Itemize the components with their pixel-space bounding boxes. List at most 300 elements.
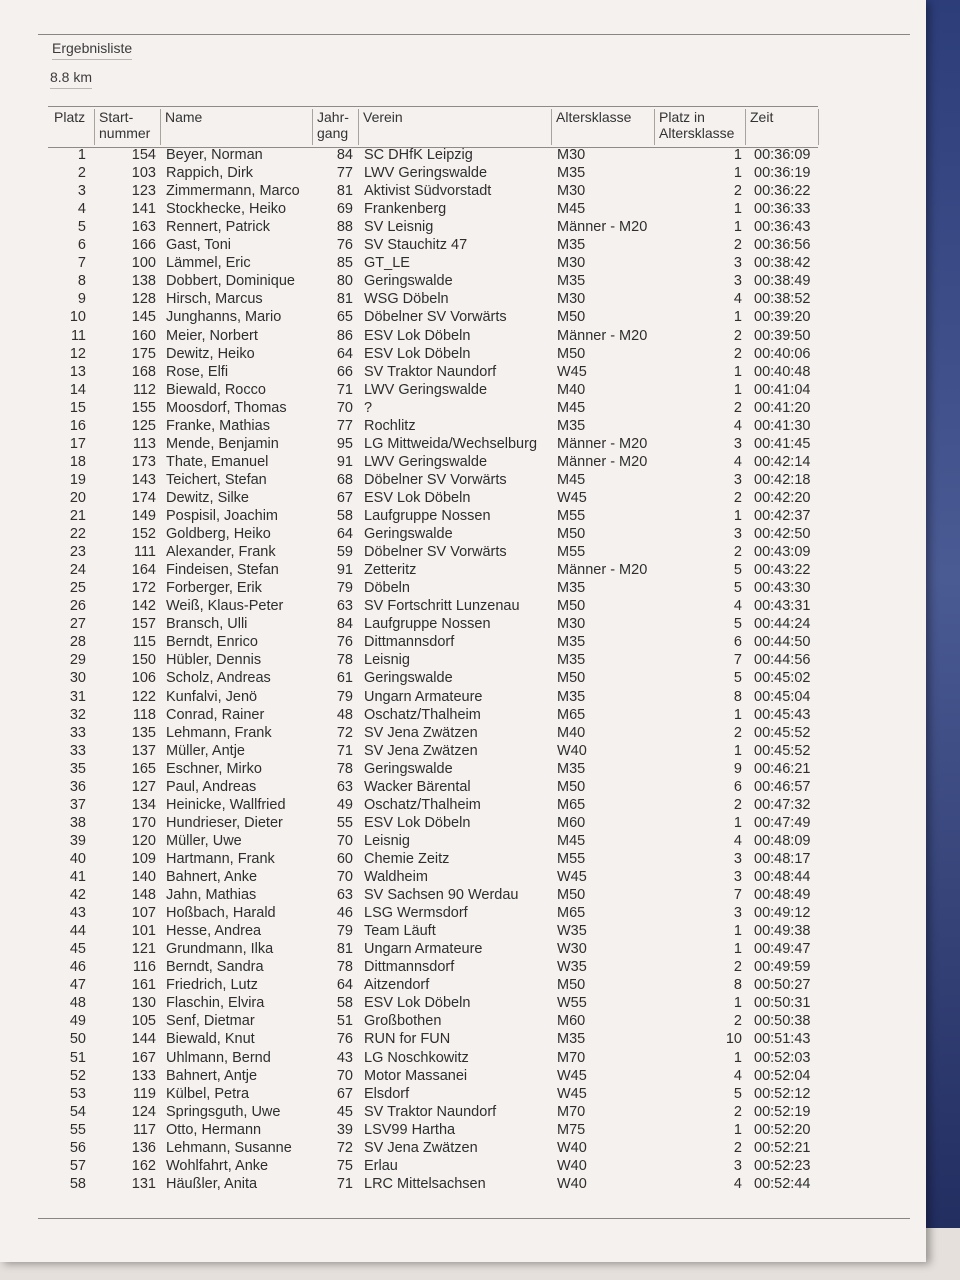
cell-jahrgang: 43 [336,1049,353,1066]
cell-platz-altersklasse: 1 [733,742,742,759]
table-row [0,489,900,507]
table-row [0,1175,900,1193]
cell-startnummer: 130 [131,995,156,1012]
table-row [0,453,900,471]
cell-zeit: 00:41:30 [754,417,811,434]
cell-platz-altersklasse: 8 [733,688,742,705]
cell-platz: 5 [77,219,86,236]
cell-platz-altersklasse: 9 [733,760,742,777]
cell-platz: 10 [69,309,86,326]
cell-platz-altersklasse: 4 [733,1067,742,1084]
cell-jahrgang: 71 [336,1175,353,1192]
cell-altersklasse: M75 [557,1121,586,1138]
cell-name: Hundrieser, Dieter [166,814,283,831]
cell-name: Bahnert, Antje [166,1067,258,1084]
table-row [0,146,900,164]
cell-name: Otto, Hermann [166,1121,262,1138]
cell-name: Franke, Mathias [166,417,270,434]
cell-platz: 33 [69,724,86,741]
cell-jahrgang: 70 [336,1067,353,1084]
cell-jahrgang: 85 [336,255,353,272]
table-row [0,561,900,579]
cell-verein: Aktivist Südvorstadt [364,183,492,200]
cell-verein: Zetteritz [364,562,417,579]
cell-platz: 6 [77,237,86,254]
cell-altersklasse: M30 [557,255,586,272]
cell-startnummer: 123 [131,183,156,200]
col-platz: Platz [54,109,86,125]
cell-startnummer: 161 [131,977,156,994]
col-verein: Verein [358,109,403,145]
cell-platz: 11 [70,327,86,344]
cell-verein: ESV Lok Döbeln [364,814,471,831]
cell-verein: LWV Geringswalde [364,165,488,182]
cell-altersklasse: M65 [557,796,586,813]
cell-name: Biewald, Rocco [166,381,266,398]
cell-startnummer: 162 [131,1157,156,1174]
cell-name: Grundmann, Ilka [166,941,274,958]
cell-startnummer: 135 [131,724,156,741]
cell-platz-altersklasse: 1 [733,1049,742,1066]
cell-verein: Elsdorf [364,1085,410,1102]
cell-platz-altersklasse: 1 [733,165,742,182]
cell-zeit: 00:52:20 [754,1121,811,1138]
cell-altersklasse: M35 [557,237,586,254]
cell-jahrgang: 63 [336,778,353,795]
cell-platz: 24 [69,562,86,579]
cell-verein: SV Traktor Naundorf [364,1103,497,1120]
cell-jahrgang: 58 [336,508,353,524]
cell-jahrgang: 71 [336,742,353,759]
cell-startnummer: 109 [131,850,156,867]
cell-altersklasse: M35 [557,652,586,669]
cell-altersklasse: M45 [557,832,586,849]
table-row [0,868,900,886]
cell-startnummer: 127 [131,778,156,795]
cell-name: Müller, Antje [166,742,245,759]
cell-zeit: 00:48:09 [754,832,811,849]
cell-startnummer: 167 [131,1049,156,1066]
cell-startnummer: 152 [131,526,156,543]
cell-altersklasse: W45 [557,489,587,506]
cell-name: Gast, Toni [166,237,232,254]
cell-startnummer: 150 [131,652,156,669]
page-title: Ergebnisliste [52,40,132,60]
cell-altersklasse: M50 [557,598,586,615]
cell-startnummer: 145 [131,309,156,326]
cell-zeit: 00:38:52 [754,291,811,308]
table-row [0,850,900,868]
cell-name: Hübler, Dennis [166,652,262,669]
table-row [0,814,900,832]
cell-altersklasse: M60 [557,814,586,831]
cell-jahrgang: 78 [336,760,353,777]
cell-startnummer: 122 [131,688,156,705]
cell-altersklasse: W45 [557,1085,587,1102]
cell-jahrgang: 66 [336,363,353,380]
table-row [0,1121,900,1139]
cell-jahrgang: 72 [336,724,353,741]
cell-platz: 40 [69,850,86,867]
cell-verein: Döbelner SV Vorwärts [364,309,507,326]
cell-jahrgang: 76 [336,1031,353,1048]
cell-jahrgang: 84 [336,147,353,163]
cell-altersklasse: M35 [557,1031,586,1048]
cell-platz: 20 [69,489,86,506]
cell-verein: Oschatz/Thalheim [364,796,481,813]
cell-jahrgang: 70 [336,869,353,885]
cell-name: Conrad, Rainer [166,706,265,723]
cell-altersklasse: Männer - M20 [557,435,648,452]
cell-zeit: 00:36:19 [754,165,811,182]
cell-verein: Geringswalde [364,273,453,290]
table-row [0,1030,900,1048]
cell-name: Springsguth, Uwe [166,1103,281,1120]
cell-platz: 46 [69,959,86,976]
cell-zeit: 00:52:12 [754,1085,811,1102]
table-row [0,597,900,615]
cell-jahrgang: 77 [336,165,353,182]
cell-name: Jahn, Mathias [166,887,257,904]
cell-name: Stockhecke, Heiko [166,201,287,218]
cell-verein: Waldheim [364,869,428,885]
cell-name: Lehmann, Frank [166,724,272,741]
cell-platz-altersklasse: 2 [733,489,742,506]
cell-platz: 33 [69,742,86,759]
cell-platz-altersklasse: 2 [733,183,742,200]
cell-verein: SV Sachsen 90 Werdau [364,887,519,904]
cell-jahrgang: 76 [336,237,353,254]
cell-platz: 56 [69,1139,86,1156]
cell-platz-altersklasse: 7 [733,887,742,904]
cell-name: Hartmann, Frank [166,850,275,867]
cell-zeit: 00:38:42 [754,255,811,272]
table-row [0,471,900,489]
cell-verein: Team Läuft [364,923,436,940]
cell-name: Rennert, Patrick [166,219,270,236]
cell-platz: 57 [69,1157,86,1174]
cell-jahrgang: 67 [336,489,353,506]
cell-verein: Geringswalde [364,526,453,543]
cell-startnummer: 133 [131,1067,156,1084]
cell-startnummer: 106 [131,670,156,687]
cell-altersklasse: M50 [557,345,586,362]
cell-platz-altersklasse: 1 [733,814,742,831]
cell-platz: 22 [69,526,86,543]
table-row [0,272,900,290]
col-jahrgang: Jahr- gang [312,109,349,145]
cell-name: Biewald, Knut [166,1031,255,1048]
cell-name: Friedrich, Lutz [166,977,258,994]
cell-name: Senf, Dietmar [166,1013,255,1030]
table-row [0,327,900,345]
cell-verein: Erlau [364,1157,398,1174]
table-row [0,236,900,254]
cell-zeit: 00:45:52 [754,724,811,741]
cell-verein: Aitzendorf [364,977,430,994]
table-row [0,290,900,308]
table-row [0,904,900,922]
cell-altersklasse: M35 [557,760,586,777]
cell-name: Goldberg, Heiko [166,526,271,543]
cell-jahrgang: 86 [336,327,353,344]
cell-altersklasse: M50 [557,887,586,904]
cell-jahrgang: 77 [336,417,353,434]
cell-altersklasse: M55 [557,544,586,561]
cell-platz-altersklasse: 2 [733,399,742,416]
cell-zeit: 00:45:04 [754,688,811,705]
cell-zeit: 00:41:45 [754,435,811,452]
cell-zeit: 00:44:50 [754,634,811,651]
cell-platz: 28 [69,634,86,651]
cell-jahrgang: 70 [336,399,353,416]
cell-name: Teichert, Stefan [166,471,267,488]
cell-verein: ESV Lok Döbeln [364,489,471,506]
cell-platz-altersklasse: 4 [733,291,742,308]
cell-platz: 9 [77,291,86,308]
cell-jahrgang: 91 [336,562,353,579]
cell-startnummer: 103 [131,165,156,182]
cell-verein: LRC Mittelsachsen [364,1175,486,1192]
cell-platz: 35 [69,760,86,777]
cell-platz: 8 [77,273,86,290]
cell-jahrgang: 88 [336,219,353,236]
cell-verein: Rochlitz [364,417,416,434]
cell-platz-altersklasse: 1 [733,508,742,524]
cell-altersklasse: M55 [557,850,586,867]
cell-platz-altersklasse: 1 [733,381,742,398]
cell-startnummer: 113 [132,435,156,452]
cell-altersklasse: M35 [557,688,586,705]
cell-altersklasse: Männer - M20 [557,327,648,344]
cell-startnummer: 165 [131,760,156,777]
cell-verein: LWV Geringswalde [364,381,488,398]
cell-platz: 45 [69,941,86,958]
cell-platz-altersklasse: 3 [733,273,742,290]
cell-platz: 41 [69,869,86,885]
cell-platz-altersklasse: 7 [733,652,742,669]
cell-startnummer: 124 [131,1103,156,1120]
cell-verein: Frankenberg [364,201,447,218]
cell-startnummer: 138 [131,273,156,290]
cell-platz: 44 [69,923,86,940]
cell-zeit: 00:43:30 [754,580,811,597]
cell-zeit: 00:44:24 [754,616,811,633]
cell-startnummer: 175 [131,345,156,362]
cell-zeit: 00:43:22 [754,562,811,579]
cell-platz-altersklasse: 1 [733,995,742,1012]
cell-platz-altersklasse: 3 [733,471,742,488]
table-row [0,381,900,399]
cell-jahrgang: 60 [336,850,353,867]
cell-verein: Laufgruppe Nossen [364,508,491,524]
cell-platz-altersklasse: 4 [733,832,742,849]
cell-platz-altersklasse: 10 [725,1031,742,1048]
cell-platz-altersklasse: 4 [733,417,742,434]
cell-altersklasse: M40 [557,724,586,741]
cell-startnummer: 166 [131,237,156,254]
table-row [0,958,900,976]
cell-verein: Dittmannsdorf [364,959,455,976]
cell-platz: 49 [69,1013,86,1030]
cell-jahrgang: 63 [336,887,353,904]
table-row [0,1103,900,1121]
cell-altersklasse: M70 [557,1049,586,1066]
table-row [0,886,900,904]
cell-altersklasse: W35 [557,959,587,976]
cell-altersklasse: M45 [557,471,586,488]
cell-platz: 54 [69,1103,86,1120]
cell-platz-altersklasse: 3 [733,869,742,885]
cell-zeit: 00:36:33 [754,201,811,218]
cell-name: Lehmann, Susanne [166,1139,292,1156]
col-altersklasse: Altersklasse [551,109,631,145]
cell-altersklasse: M35 [557,417,586,434]
cell-zeit: 00:48:17 [754,850,811,867]
cell-startnummer: 155 [131,399,156,416]
cell-zeit: 00:42:20 [754,489,811,506]
cell-altersklasse: W40 [557,1139,587,1156]
cell-jahrgang: 75 [336,1157,353,1174]
cell-altersklasse: M50 [557,526,586,543]
cell-startnummer: 117 [132,1121,156,1138]
cell-platz: 12 [69,345,86,362]
table-row [0,579,900,597]
cell-zeit: 00:52:44 [754,1175,811,1192]
cell-altersklasse: M35 [557,273,586,290]
table-row [0,724,900,742]
cell-jahrgang: 70 [336,832,353,849]
cell-altersklasse: M40 [557,381,586,398]
cell-verein: Geringswalde [364,670,453,687]
cell-startnummer: 142 [131,598,156,615]
cell-startnummer: 144 [131,1031,156,1048]
cell-startnummer: 100 [131,255,156,272]
cell-jahrgang: 78 [336,959,353,976]
cell-verein: SV Jena Zwätzen [364,1139,478,1156]
cell-platz: 18 [69,453,86,470]
cell-platz-altersklasse: 1 [733,706,742,723]
cell-zeit: 00:36:43 [754,219,811,236]
cell-altersklasse: M55 [557,508,586,524]
cell-zeit: 00:52:19 [754,1103,811,1120]
cell-zeit: 00:45:43 [754,706,811,723]
cell-zeit: 00:46:21 [754,760,811,777]
table-row [0,363,900,381]
cell-altersklasse: M50 [557,309,586,326]
top-rule [38,34,910,35]
cell-verein: LWV Geringswalde [364,453,488,470]
cell-zeit: 00:49:47 [754,941,811,958]
cell-name: Berndt, Enrico [166,634,258,651]
cell-name: Dewitz, Silke [166,489,249,506]
cell-jahrgang: 64 [336,526,353,543]
cell-altersklasse: M50 [557,670,586,687]
cell-verein: GT_LE [364,255,410,272]
cell-zeit: 00:45:52 [754,742,811,759]
cell-platz-altersklasse: 6 [733,634,742,651]
cell-zeit: 00:44:56 [754,652,811,669]
cell-zeit: 00:47:32 [754,796,811,813]
cell-name: Pospisil, Joachim [166,508,279,524]
cell-altersklasse: M35 [557,634,586,651]
cell-platz-altersklasse: 4 [733,1175,742,1192]
table-row [0,1157,900,1175]
cell-name: Müller, Uwe [166,832,242,849]
cell-verein: LSV99 Hartha [364,1121,456,1138]
cell-platz-altersklasse: 1 [733,201,742,218]
cell-startnummer: 105 [131,1013,156,1030]
table-row [0,760,900,778]
cell-platz: 16 [69,417,86,434]
cell-zeit: 00:42:14 [754,453,811,470]
cell-platz-altersklasse: 3 [733,1157,742,1174]
cell-zeit: 00:47:49 [754,814,811,831]
cell-verein: Laufgruppe Nossen [364,616,491,633]
col-platz-altersklasse: Platz in Altersklasse [654,109,734,145]
cell-platz-altersklasse: 1 [733,1121,742,1138]
cell-startnummer: 136 [131,1139,156,1156]
cell-verein: Döbelner SV Vorwärts [364,471,507,488]
cell-name: Thate, Emanuel [166,453,269,470]
cell-startnummer: 141 [131,201,156,218]
cell-verein: Oschatz/Thalheim [364,706,481,723]
cell-verein: RUN for FUN [364,1031,451,1048]
cell-platz: 39 [69,832,86,849]
cell-platz-altersklasse: 3 [733,526,742,543]
col-startnummer: Start- nummer [94,109,150,145]
cell-jahrgang: 81 [336,941,353,958]
cell-zeit: 00:39:20 [754,309,811,326]
cell-startnummer: 163 [131,219,156,236]
cell-platz-altersklasse: 2 [733,959,742,976]
cell-name: Scholz, Andreas [166,670,271,687]
cell-verein: SV Jena Zwätzen [364,742,478,759]
cell-verein: SV Fortschritt Lunzenau [364,598,520,615]
cell-startnummer: 168 [131,363,156,380]
cell-altersklasse: M60 [557,1013,586,1030]
cell-platz: 31 [69,688,86,705]
cell-name: Paul, Andreas [166,778,257,795]
cell-altersklasse: M35 [557,580,586,597]
cell-jahrgang: 81 [336,291,353,308]
cell-name: Alexander, Frank [166,544,276,561]
table-row [0,688,900,706]
table-row [0,832,900,850]
cell-platz: 42 [69,887,86,904]
cell-platz: 15 [69,399,86,416]
cell-name: Lämmel, Eric [166,255,251,272]
cell-altersklasse: M70 [557,1103,586,1120]
cell-name: Hoßbach, Harald [166,905,276,922]
cell-platz-altersklasse: 2 [733,327,742,344]
table-row [0,254,900,272]
cell-name: Eschner, Mirko [166,760,262,777]
cell-platz-altersklasse: 8 [733,977,742,994]
cell-platz: 19 [69,471,86,488]
cell-startnummer: 119 [132,1085,156,1102]
cell-jahrgang: 79 [336,688,353,705]
cell-altersklasse: M50 [557,778,586,795]
cell-altersklasse: M30 [557,183,586,200]
cell-platz: 55 [69,1121,86,1138]
cell-jahrgang: 84 [336,616,353,633]
cell-name: Beyer, Norman [166,147,263,163]
table-row [0,778,900,796]
cell-platz: 53 [69,1085,86,1102]
table-row [0,706,900,724]
cell-altersklasse: W30 [557,941,587,958]
